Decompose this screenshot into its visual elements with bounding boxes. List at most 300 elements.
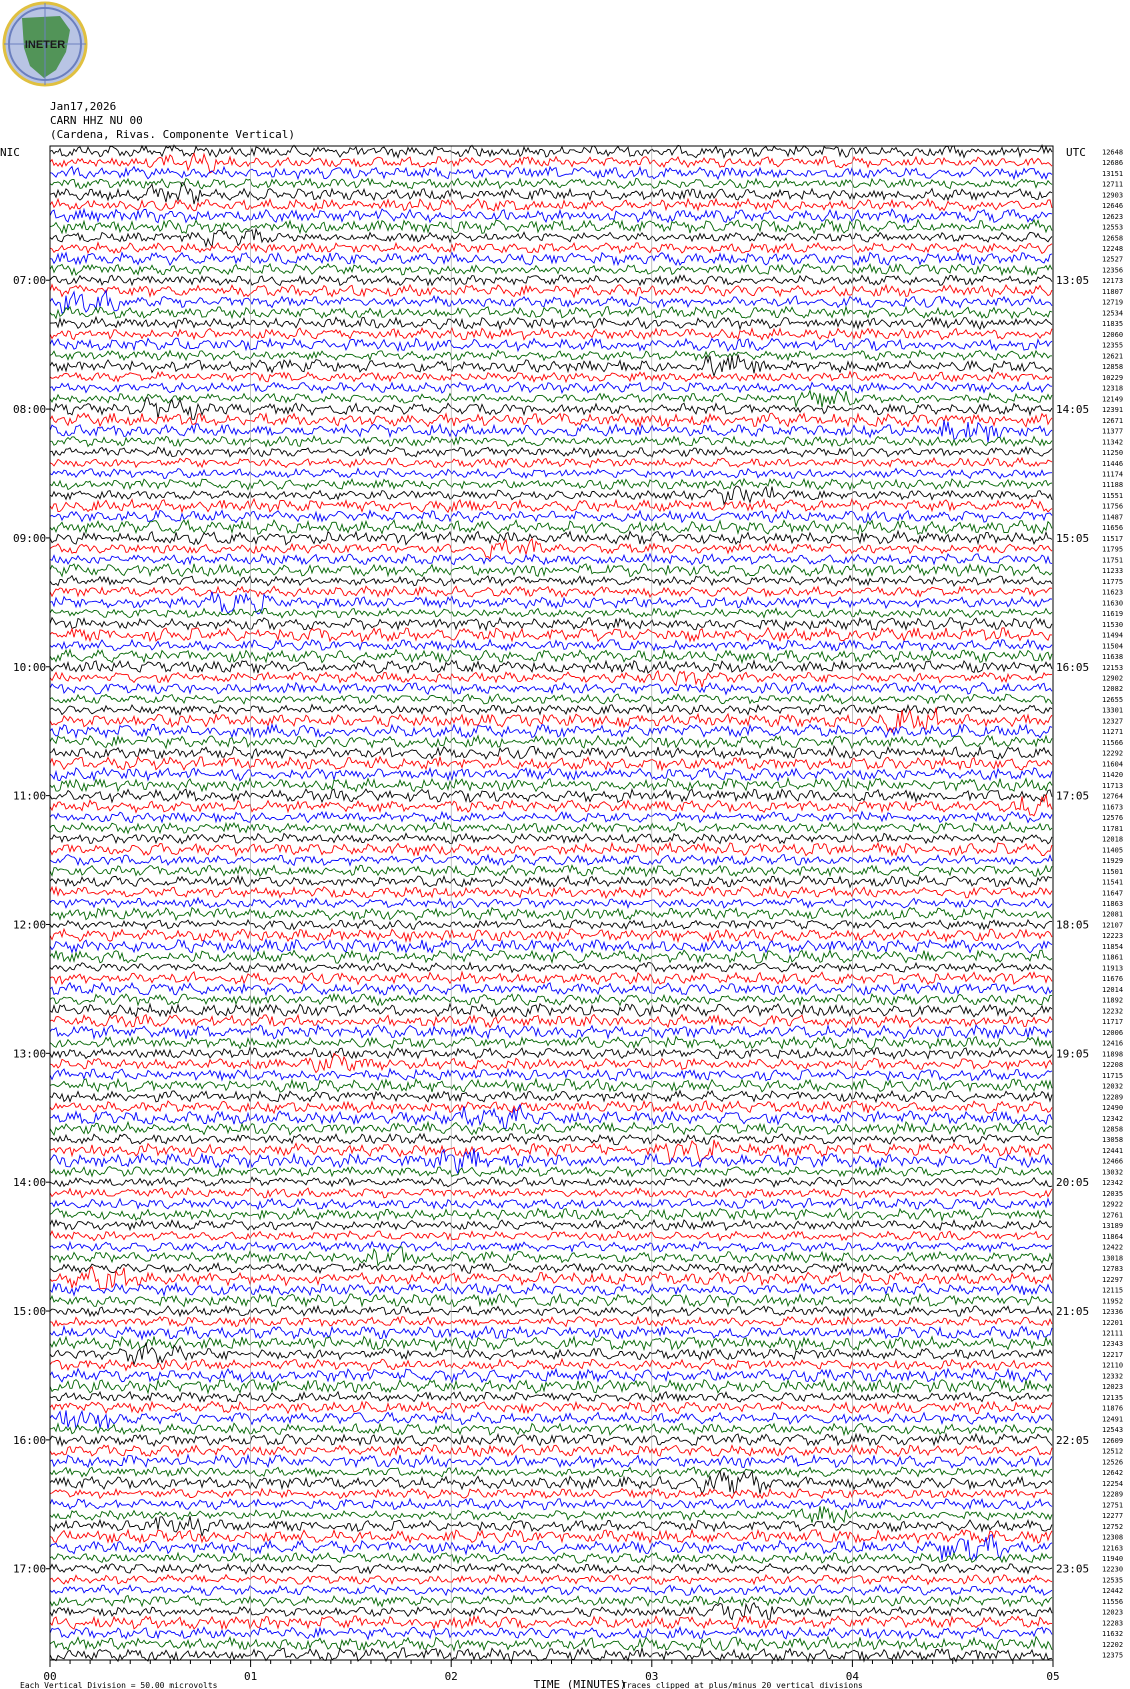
- seismic-trace: [50, 1188, 1052, 1198]
- seismic-trace: [50, 178, 1052, 188]
- trace-count-label: 11174: [1102, 470, 1124, 479]
- seismic-trace: [50, 307, 1052, 319]
- seismic-trace: [50, 1247, 1052, 1266]
- trace-count-label: 11494: [1102, 631, 1124, 640]
- seismic-trace: [50, 1242, 1052, 1252]
- seismic-trace: [50, 736, 1052, 749]
- trace-count-label: 12375: [1102, 1651, 1124, 1660]
- trace-count-label: 12208: [1102, 1061, 1124, 1070]
- seismic-trace: [50, 920, 1052, 930]
- trace-count-label: 11795: [1102, 545, 1124, 554]
- trace-count-label: 12254: [1102, 1479, 1124, 1488]
- seismic-trace: [50, 1434, 1052, 1446]
- trace-count-label: 11446: [1102, 459, 1124, 468]
- trace-count-label: 11517: [1102, 534, 1124, 543]
- seismic-trace: [50, 757, 1052, 770]
- seismic-trace: [50, 972, 1052, 985]
- trace-count-label: 11892: [1102, 996, 1124, 1005]
- seismic-trace: [50, 1506, 1052, 1523]
- trace-count-label: 12173: [1102, 277, 1124, 286]
- trace-count-label: 11756: [1102, 502, 1124, 511]
- seismic-trace: [50, 592, 1052, 614]
- nic-hour-label: 15:00: [13, 1305, 47, 1319]
- trace-count-label: 11940: [1102, 1554, 1124, 1563]
- trace-count-label: 11638: [1102, 653, 1124, 662]
- trace-count-label: 12248: [1102, 245, 1124, 254]
- seismic-trace: [50, 1575, 1052, 1585]
- seismic-trace: [50, 145, 1052, 157]
- trace-count-label: 13151: [1102, 169, 1124, 178]
- trace-count-label: 11501: [1102, 867, 1124, 876]
- trace-count-label: 11377: [1102, 427, 1124, 436]
- trace-count-label: 12277: [1102, 1512, 1124, 1521]
- trace-count-label: 11619: [1102, 610, 1124, 619]
- seismic-trace: [50, 994, 1052, 1005]
- nic-axis-title: NIC: [0, 146, 20, 159]
- trace-count-label: 12201: [1102, 1318, 1124, 1327]
- trace-count-label: 11271: [1102, 728, 1124, 737]
- trace-count-label: 12711: [1102, 180, 1124, 189]
- trace-count-label: 12153: [1102, 663, 1124, 672]
- seismic-trace: [50, 1004, 1052, 1017]
- seismic-trace: [50, 338, 1052, 351]
- seismic-trace: [50, 1359, 1052, 1370]
- seismic-trace: [50, 520, 1052, 534]
- seismic-trace: [50, 199, 1052, 211]
- seismic-trace: [50, 855, 1052, 866]
- seismic-trace: [50, 1306, 1052, 1316]
- seismic-trace: [50, 1198, 1052, 1209]
- trace-count-label: 12553: [1102, 223, 1124, 232]
- trace-count-label: 11504: [1102, 642, 1124, 651]
- trace-count-label: 12858: [1102, 1125, 1124, 1134]
- seismic-trace: [50, 1220, 1052, 1230]
- trace-count-label: 12751: [1102, 1501, 1124, 1510]
- seismic-trace: [50, 1369, 1052, 1382]
- seismic-trace: [50, 1392, 1052, 1402]
- trace-count-label: 12223: [1102, 932, 1124, 941]
- trace-count-label: 12149: [1102, 395, 1124, 404]
- seismic-trace: [50, 253, 1052, 266]
- seismic-trace: [50, 1648, 1052, 1662]
- utc-hour-label: 15:05: [1056, 531, 1090, 545]
- seismic-trace: [50, 898, 1052, 908]
- trace-count-label: 11673: [1102, 803, 1124, 812]
- trace-count-label: 12416: [1102, 1039, 1124, 1048]
- trace-count-label: 12527: [1102, 255, 1124, 264]
- seismic-trace: [50, 285, 1052, 297]
- utc-hour-label: 23:05: [1056, 1562, 1090, 1576]
- seismic-trace: [50, 355, 1052, 376]
- trace-count-label: 12232: [1102, 1007, 1124, 1016]
- seismic-trace: [50, 486, 1052, 504]
- seismic-trace: [50, 1263, 1052, 1273]
- nic-hour-label: 09:00: [13, 531, 47, 545]
- nic-hour-label: 07:00: [13, 274, 47, 288]
- trace-count-label: 12283: [1102, 1619, 1124, 1628]
- seismic-trace: [50, 1025, 1052, 1039]
- trace-count-label: 12658: [1102, 234, 1124, 243]
- trace-count-label: 13018: [1102, 1254, 1124, 1263]
- trace-count-label: 12609: [1102, 1436, 1124, 1445]
- trace-count-label: 11530: [1102, 620, 1124, 629]
- trace-count-label: 12342: [1102, 1179, 1124, 1188]
- trace-count-label: 12202: [1102, 1640, 1124, 1649]
- trace-count-label: 11807: [1102, 287, 1124, 296]
- trace-count-label: 12858: [1102, 363, 1124, 372]
- trace-count-label: 12318: [1102, 384, 1124, 393]
- seismic-trace: [50, 328, 1052, 340]
- seismic-trace: [50, 1069, 1052, 1081]
- trace-count-label: 11233: [1102, 567, 1124, 576]
- seismic-trace: [50, 833, 1052, 843]
- seismic-trace: [50, 1317, 1052, 1327]
- seismic-trace: [50, 458, 1052, 468]
- trace-count-label: 12342: [1102, 1114, 1124, 1123]
- seismic-trace: [50, 671, 1052, 688]
- seismic-trace: [50, 209, 1052, 223]
- seismic-trace: [50, 1177, 1052, 1187]
- seismic-trace: [50, 1530, 1052, 1543]
- seismic-trace: [50, 447, 1052, 457]
- trace-count-label: 12230: [1102, 1565, 1124, 1574]
- trace-count-label: 11713: [1102, 781, 1124, 790]
- trace-count-label: 11604: [1102, 760, 1124, 769]
- nic-hour-label: 16:00: [13, 1433, 47, 1447]
- trace-count-label: 12163: [1102, 1544, 1124, 1553]
- trace-count-label: 11863: [1102, 900, 1124, 908]
- utc-hour-label: 21:05: [1056, 1305, 1090, 1319]
- seismic-trace: [50, 275, 1052, 285]
- utc-hour-label: 16:05: [1056, 660, 1090, 674]
- trace-count-label: 12336: [1102, 1308, 1124, 1317]
- seismic-trace: [50, 436, 1052, 446]
- seismic-trace: [50, 1134, 1052, 1145]
- seismic-trace: [50, 865, 1052, 876]
- seismic-trace: [50, 154, 1052, 173]
- seismic-trace: [50, 1516, 1052, 1536]
- trace-count-label: 12764: [1102, 792, 1124, 801]
- seismic-trace: [50, 608, 1052, 617]
- seismic-trace: [50, 1091, 1052, 1102]
- seismic-trace: [50, 983, 1052, 995]
- trace-count-label: 12534: [1102, 309, 1124, 318]
- x-axis-title: TIME (MINUTES): [533, 1678, 627, 1689]
- station-id: CARN HHZ NU 00: [50, 114, 143, 127]
- trace-count-label: 12355: [1102, 341, 1124, 350]
- seismic-trace: [50, 661, 1052, 674]
- seismic-trace: [50, 1208, 1052, 1220]
- trace-count-label: 11898: [1102, 1050, 1124, 1059]
- trace-count-label: 11876: [1102, 1404, 1124, 1413]
- trace-count-label: 11676: [1102, 975, 1124, 984]
- nic-hour-label: 14:00: [13, 1176, 47, 1190]
- trace-count-label: 12107: [1102, 921, 1124, 930]
- trace-count-label: 11487: [1102, 513, 1124, 522]
- trace-count-label: 12111: [1102, 1329, 1124, 1338]
- trace-count-label: 12014: [1102, 985, 1124, 994]
- trace-count-label: 12292: [1102, 749, 1124, 758]
- seismic-trace: [50, 694, 1052, 704]
- seismic-trace: [50, 1445, 1052, 1457]
- trace-count-label: 12535: [1102, 1576, 1124, 1585]
- seismic-trace: [50, 1101, 1052, 1113]
- trace-count-label: 12902: [1102, 674, 1124, 683]
- trace-count-label: 11929: [1102, 857, 1124, 866]
- trace-count-label: 12110: [1102, 1361, 1124, 1370]
- trace-count-label: 12719: [1102, 298, 1124, 307]
- seismic-trace: [50, 1283, 1052, 1295]
- seismic-trace: [50, 683, 1052, 695]
- seismic-trace: [50, 1015, 1052, 1028]
- trace-count-label: 11405: [1102, 846, 1124, 855]
- x-tick-label: 04: [845, 1670, 860, 1683]
- nic-hour-label: 17:00: [13, 1562, 47, 1576]
- trace-count-label: 12512: [1102, 1447, 1124, 1456]
- seismic-trace: [50, 264, 1052, 275]
- seismic-trace: [50, 789, 1052, 802]
- trace-count-label: 12922: [1102, 1200, 1124, 1209]
- trace-count-label: 12217: [1102, 1350, 1124, 1359]
- seismic-trace: [50, 963, 1052, 973]
- trace-count-label: 12761: [1102, 1211, 1124, 1220]
- seismic-trace: [50, 183, 1052, 205]
- nic-hour-label: 13:00: [13, 1047, 47, 1061]
- trace-count-label: 11717: [1102, 1018, 1124, 1027]
- seismic-trace: [50, 908, 1052, 920]
- trace-count-label: 12490: [1102, 1104, 1124, 1113]
- seismic-trace: [50, 586, 1052, 597]
- x-tick-label: 03: [645, 1670, 659, 1683]
- seismic-trace: [50, 1122, 1052, 1135]
- trace-count-label: 11952: [1102, 1297, 1124, 1306]
- seismic-trace: [50, 1148, 1052, 1173]
- trace-count-label: 11656: [1102, 524, 1124, 533]
- trace-count-label: 11835: [1102, 320, 1124, 329]
- trace-count-label: 12391: [1102, 406, 1124, 415]
- trace-count-label: 11775: [1102, 577, 1124, 586]
- trace-count-label: 11715: [1102, 1071, 1124, 1080]
- trace-count-label: 11913: [1102, 964, 1124, 973]
- trace-count-label: 12332: [1102, 1372, 1124, 1381]
- trace-count-label: 11250: [1102, 449, 1124, 458]
- seismic-trace: [50, 708, 1052, 733]
- trace-count-label: 11632: [1102, 1630, 1124, 1639]
- seismic-trace: [50, 1167, 1052, 1177]
- seismic-trace: [50, 724, 1052, 737]
- trace-count-label: 12081: [1102, 910, 1124, 919]
- trace-count-label: 12035: [1102, 1189, 1124, 1198]
- seismic-trace: [50, 650, 1052, 663]
- nic-hour-label: 12:00: [13, 918, 47, 932]
- trace-count-label: 12289: [1102, 1490, 1124, 1499]
- seismic-trace: [50, 1048, 1052, 1059]
- seismic-trace: [50, 640, 1052, 651]
- trace-count-label: 11781: [1102, 824, 1124, 833]
- trace-count-label: 11623: [1102, 588, 1124, 597]
- trace-count-label: 12655: [1102, 695, 1124, 704]
- trace-count-label: 12491: [1102, 1415, 1124, 1424]
- seismic-trace: [50, 1379, 1052, 1393]
- trace-count-label: 11630: [1102, 599, 1124, 608]
- trace-count-label: 12442: [1102, 1587, 1124, 1596]
- trace-count-label: 12671: [1102, 416, 1124, 425]
- seismic-trace: [50, 1553, 1052, 1563]
- seismic-trace: [50, 220, 1052, 234]
- seismic-trace: [50, 628, 1052, 642]
- seismic-trace: [50, 812, 1052, 823]
- trace-count-label: 11566: [1102, 738, 1124, 747]
- station-location: (Cardena, Rivas. Componente Vertical): [50, 128, 296, 141]
- seismic-trace: [50, 768, 1052, 781]
- seismic-trace: [50, 382, 1052, 393]
- utc-hour-label: 13:05: [1056, 274, 1090, 288]
- seismic-trace: [50, 1343, 1052, 1364]
- trace-count-label: 12356: [1102, 266, 1124, 275]
- trace-count-label: 12783: [1102, 1265, 1124, 1274]
- utc-hour-label: 14:05: [1056, 403, 1090, 417]
- trace-count-label: 11342: [1102, 438, 1124, 447]
- trace-count-label: 13301: [1102, 706, 1124, 715]
- trace-count-label: 12327: [1102, 717, 1124, 726]
- seismic-trace: [50, 876, 1052, 887]
- seismic-trace: [50, 1585, 1052, 1595]
- utc-hour-label: 17:05: [1056, 789, 1090, 803]
- trace-count-label: 11556: [1102, 1597, 1124, 1606]
- seismic-trace: [50, 390, 1052, 408]
- seismic-trace: [50, 823, 1052, 834]
- seismic-trace: [50, 554, 1052, 565]
- seismic-trace: [50, 531, 1052, 545]
- seismic-trace: [50, 1489, 1052, 1499]
- trace-count-label: 12642: [1102, 1469, 1124, 1478]
- seismic-trace: [50, 1471, 1052, 1494]
- seismic-trace: [50, 1079, 1052, 1092]
- trace-count-label: 12115: [1102, 1286, 1124, 1295]
- trace-count-label: 12441: [1102, 1146, 1124, 1155]
- seismic-trace: [50, 413, 1052, 427]
- seismic-trace: [50, 1294, 1052, 1307]
- seismic-trace: [50, 479, 1052, 490]
- seismic-trace: [50, 1596, 1052, 1607]
- trace-count-label: 12686: [1102, 159, 1124, 168]
- trace-count-label: 12006: [1102, 1028, 1124, 1037]
- clip-note: Traces clipped at plus/minus 20 vertical divisions: [622, 1681, 863, 1689]
- trace-count-label: 12752: [1102, 1522, 1124, 1531]
- trace-count-label: 13189: [1102, 1222, 1124, 1231]
- trace-count-label: 12903: [1102, 191, 1124, 200]
- seismic-trace: [50, 1499, 1052, 1510]
- seismic-trace: [50, 1564, 1052, 1574]
- seismic-trace: [50, 1455, 1052, 1468]
- trace-count-label: 11854: [1102, 942, 1124, 951]
- seismic-trace: [50, 372, 1052, 382]
- trace-count-label: 12289: [1102, 1093, 1124, 1102]
- x-tick-label: 00: [43, 1670, 57, 1683]
- trace-count-label: 12646: [1102, 202, 1124, 211]
- trace-count-label: 12023: [1102, 1608, 1124, 1617]
- seismic-trace: [50, 167, 1052, 179]
- trace-count-label: 11751: [1102, 556, 1124, 565]
- trace-count-label: 12526: [1102, 1458, 1124, 1467]
- trace-count-label: 11861: [1102, 953, 1124, 962]
- trace-count-label: 11541: [1102, 878, 1124, 887]
- seismic-trace: [50, 243, 1052, 254]
- trace-count-label: 11551: [1102, 491, 1124, 500]
- trace-count-label: 11420: [1102, 771, 1124, 780]
- seismic-trace: [50, 469, 1052, 479]
- seismic-trace: [50, 499, 1052, 512]
- utc-hour-label: 18:05: [1056, 918, 1090, 932]
- trace-count-label: 12135: [1102, 1393, 1124, 1402]
- trace-count-label: 10229: [1102, 373, 1124, 382]
- utc-hour-label: 20:05: [1056, 1176, 1090, 1190]
- seismic-trace: [50, 1467, 1052, 1477]
- trace-count-label: 12308: [1102, 1533, 1124, 1542]
- seismic-trace: [50, 1402, 1052, 1414]
- utc-hour-label: 22:05: [1056, 1433, 1090, 1447]
- trace-count-label: 12576: [1102, 814, 1124, 823]
- seismic-trace: [50, 618, 1052, 630]
- seismic-trace: [50, 1423, 1052, 1435]
- trace-count-label: 12032: [1102, 1082, 1124, 1091]
- trace-count-label: 12648: [1102, 148, 1124, 157]
- seismic-trace: [50, 1036, 1052, 1049]
- trace-count-label: 12023: [1102, 1383, 1124, 1392]
- seismic-trace: [50, 576, 1052, 586]
- trace-count-label: 13058: [1102, 1136, 1124, 1145]
- seismic-trace: [50, 317, 1052, 329]
- trace-count-label: 11188: [1102, 481, 1124, 490]
- seismic-trace: [50, 778, 1052, 791]
- trace-count-label: 12422: [1102, 1243, 1124, 1252]
- seismic-trace: [50, 564, 1052, 577]
- seismic-trace: [50, 940, 1052, 953]
- seismic-trace: [50, 350, 1052, 360]
- seismic-trace: [50, 1627, 1052, 1639]
- trace-count-label: 11864: [1102, 1232, 1124, 1241]
- seismic-trace: [50, 1616, 1052, 1629]
- trace-count-label: 12543: [1102, 1426, 1124, 1435]
- seismic-trace: [50, 843, 1052, 856]
- x-tick-label: 05: [1046, 1670, 1060, 1683]
- trace-group: [50, 145, 1052, 1661]
- logo-text: INETER: [24, 39, 66, 51]
- x-tick-label: 02: [444, 1670, 458, 1683]
- seismic-trace: [50, 950, 1052, 963]
- record-date: Jan17,2026: [50, 100, 117, 113]
- trace-count-label: 13032: [1102, 1168, 1124, 1177]
- seismic-trace: [50, 887, 1052, 898]
- trace-count-label: 11647: [1102, 889, 1124, 898]
- seismic-trace: [50, 794, 1052, 815]
- seismic-trace: [50, 1231, 1052, 1241]
- nic-hour-label: 11:00: [13, 789, 47, 803]
- seismic-trace: [50, 929, 1052, 942]
- trace-count-label: 12466: [1102, 1157, 1124, 1166]
- utc-hour-label: 19:05: [1056, 1047, 1090, 1061]
- trace-count-label: 12082: [1102, 685, 1124, 694]
- trace-count-label: 12060: [1102, 330, 1124, 339]
- trace-count-label: 12623: [1102, 212, 1124, 221]
- seismic-trace: [50, 1637, 1052, 1651]
- seismic-trace: [50, 1326, 1052, 1339]
- trace-count-label: 12343: [1102, 1340, 1124, 1349]
- trace-count-label: 12621: [1102, 352, 1124, 361]
- nic-hour-label: 08:00: [13, 403, 47, 417]
- trace-count-label: 12018: [1102, 835, 1124, 844]
- scale-note: Each Vertical Division = 50.00 microvolts: [20, 1681, 218, 1689]
